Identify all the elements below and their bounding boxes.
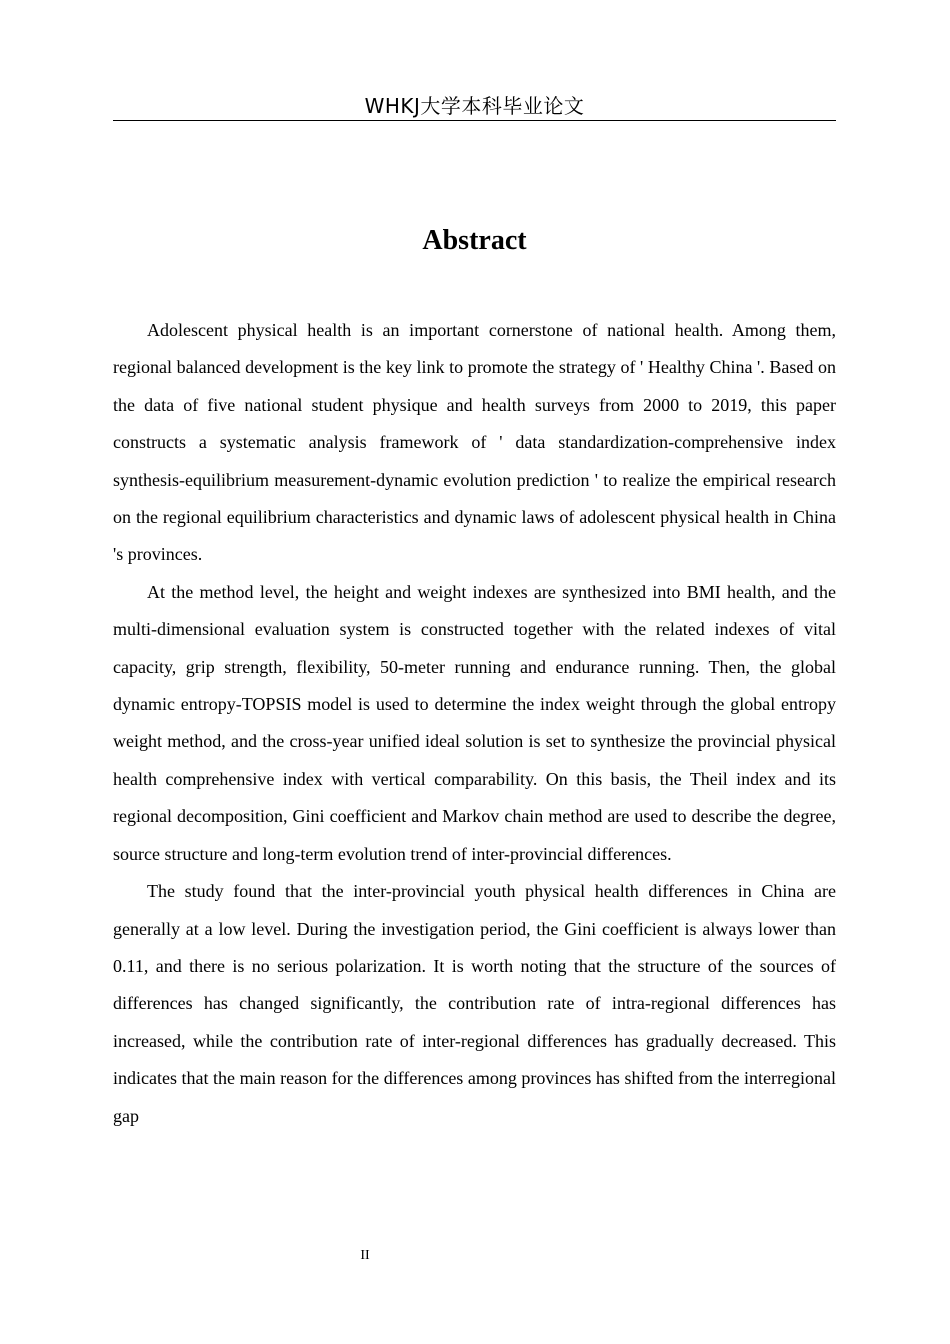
abstract-paragraph-1: Adolescent physical health is an important cornerstone of national health. Among them, regional balanced development is the key link to promote the strategy of ' Healthy China '. Based on the data of five national student physique and health surveys from 2000 to 2019, this paper constructs a systematic analysis framework of ' data standardization-comprehensive index synthesis-equilibrium measurement-dynamic evolution prediction ' to realize the empirical research on the regional equilibrium characteristics and dynamic laws of adolescent physical health in China 's provinces.	[113, 320, 836, 565]
running-header: WHKJ大学本科毕业论文	[113, 92, 836, 121]
abstract-paragraph-3: The study found that the inter-provincial youth physical health differences in China are generally at a low level. During the investigation period, the Gini coefficient is always lower than 0.11, and there is no serious polarization. It is worth noting that the structure of the sources of differences has changed significantly, the contribution rate of intra-regional differences has increased, while the contribution rate of inter-regional differences has gradually decreased. This indicates that the main reason for the differences among provinces has shifted from the interregional gap	[113, 881, 836, 1126]
abstract-paragraph-2: At the method level, the height and weight indexes are synthesized into BMI health, and the multi-dimensional evaluation system is constructed together with the related indexes of vital capacity, grip strength, flexibility, 50-meter running and endurance running. Then, the global dynamic entropy-TOPSIS model is used to determine the index weight through the global entropy weight method, and the cross-year unified ideal solution is set to synthesize the provincial physical health comprehensive index with vertical comparability. On this basis, the Theil index and its regional decomposition, Gini coefficient and Markov chain method are used to describe the degree, source structure and long-term evolution trend of inter-provincial differences.	[113, 581, 836, 864]
page-number: II	[360, 1248, 370, 1263]
abstract-title: Abstract	[422, 225, 527, 256]
abstract-body	[113, 312, 836, 1135]
